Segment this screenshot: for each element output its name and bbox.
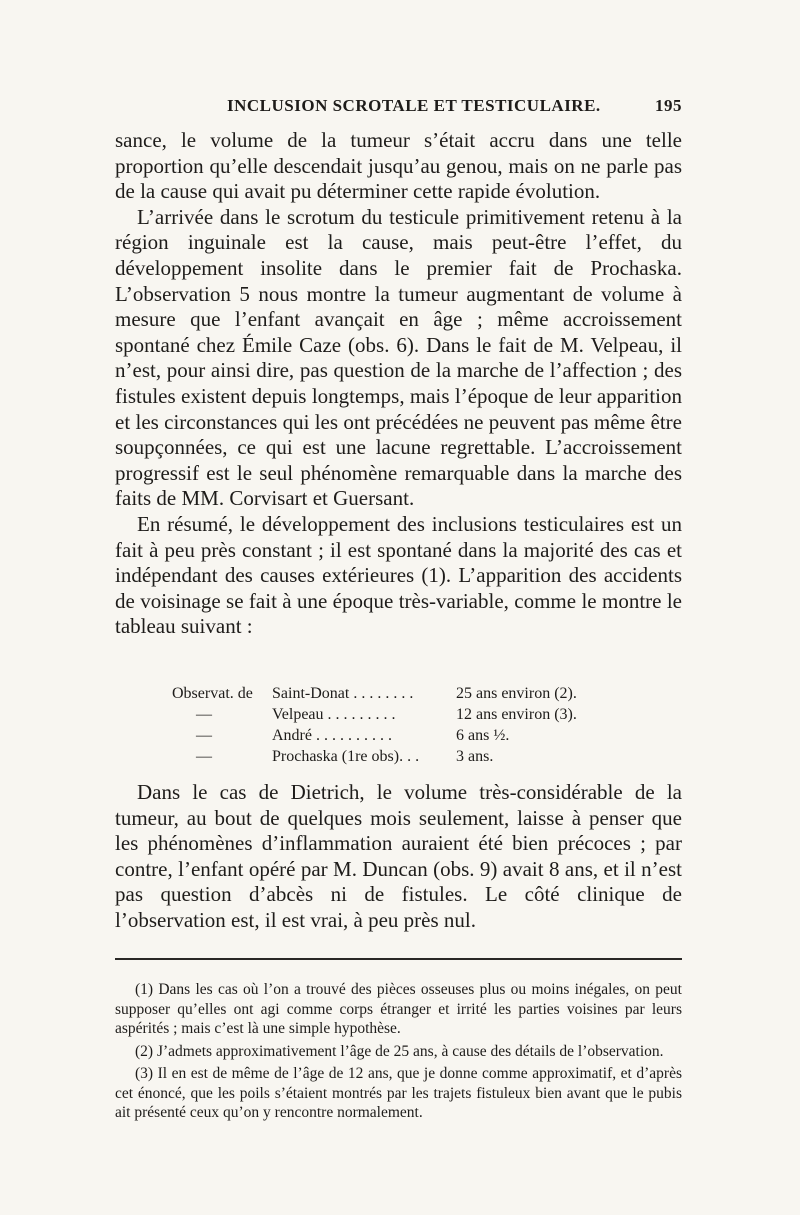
footnote-2: (2) J’admets approximativement l’âge de 25 ans, à cause des détails de l’observation.	[135, 1042, 664, 1060]
row-label: —	[196, 727, 212, 744]
row-name: Prochaska (1re obs). . .	[272, 748, 420, 765]
main-text	[115, 128, 682, 640]
footnote-3: (3) Il en est de même de l’âge de 12 ans, que je donne comme approximatif, et d’après cet énoncé, que les poils s’étaient montrés par les trajets fistuleux bien avant que le pubis ait présenté ceux qu’on y rencontre normalement.	[115, 1065, 682, 1121]
row-value: 3 ans.	[456, 748, 494, 765]
footnote-1: (1) Dans les cas où l’on a trouvé des pièces osseuses plus ou moins inégales, on peut supposer qu’elles ont agi comme corps étranger et irrité les parties voisines par leurs aspérités ; mais c’est là une simple hypothèse.	[115, 981, 682, 1037]
main-text-continued	[115, 780, 682, 934]
table-row	[172, 725, 606, 746]
table-row	[172, 746, 606, 767]
footnotes	[115, 980, 682, 1126]
paragraph-3: En résumé, le développement des inclusions testiculaires est un fait à peu près constant ; il est spontané dans la majorité des cas et indépendant des causes extérieures (1). L’apparition des accidents de voisinage se fait à une époque très-variable, comme le montre le tableau suivant :	[115, 511, 682, 639]
row-value: 6 ans ½.	[456, 727, 510, 744]
row-label: Observat. de	[172, 685, 253, 702]
row-name: André . . . . . . . . . .	[272, 727, 392, 744]
paragraph-2: L’arrivée dans le scrotum du testicule primitivement retenu à la région inguinale est la cause, mais peut-être l’effet, du développement insolite dans le premier fait de Prochaska. L’observation 5 nous montre la tumeur augmentant de volume à mesure que l’enfant avançait en âge ; même accroissement spontané chez Émile Caze (obs. 6). Dans le fait de M. Velpeau, il n’est, pour ainsi dire, pas question de la marche de l’affection ; des fistules existent depuis longtemps, mais l’époque de leur apparition et les circonstances qui les ont précédées ne peuvent pas même être soupçonnées, ce qui est une lacune regrettable. L’accroissement progressif est le seul phénomène remarquable dans la marche des faits de MM. Corvisart et Guersant.	[115, 204, 682, 511]
footnote-divider	[115, 958, 682, 960]
row-label: —	[196, 706, 212, 723]
paragraph-4: Dans le cas de Dietrich, le volume très-considérable de la tumeur, au bout de quelques mois seulement, laisse à penser que les phénomènes d’inflammation auraient été bien précoces ; par contre, l’enfant opéré par M. Duncan (obs. 9) avait 8 ans, et il n’est pas question d’abcès ni de fistules. Le côté clinique de l’observation est, il est vrai, à peu près nul.	[115, 780, 682, 932]
row-name: Velpeau . . . . . . . . .	[272, 706, 396, 723]
paragraph-1: sance, le volume de la tumeur s’était accru dans une telle proportion qu’elle descendait jusqu’au genou, mais on ne parle pas de la cause qui avait pu déterminer cette rapide évolution.	[115, 128, 682, 204]
table-row	[172, 704, 606, 725]
ages-table	[172, 683, 606, 767]
row-label: —	[196, 748, 212, 765]
running-header	[115, 96, 682, 116]
table-row	[172, 683, 606, 704]
row-value: 25 ans environ (2).	[456, 685, 577, 702]
row-name: Saint-Donat . . . . . . . .	[272, 685, 414, 702]
page-number: 195	[655, 96, 682, 115]
row-value: 12 ans environ (3).	[456, 706, 577, 723]
running-title: INCLUSION SCROTALE ET TESTICULAIRE.	[227, 96, 601, 115]
